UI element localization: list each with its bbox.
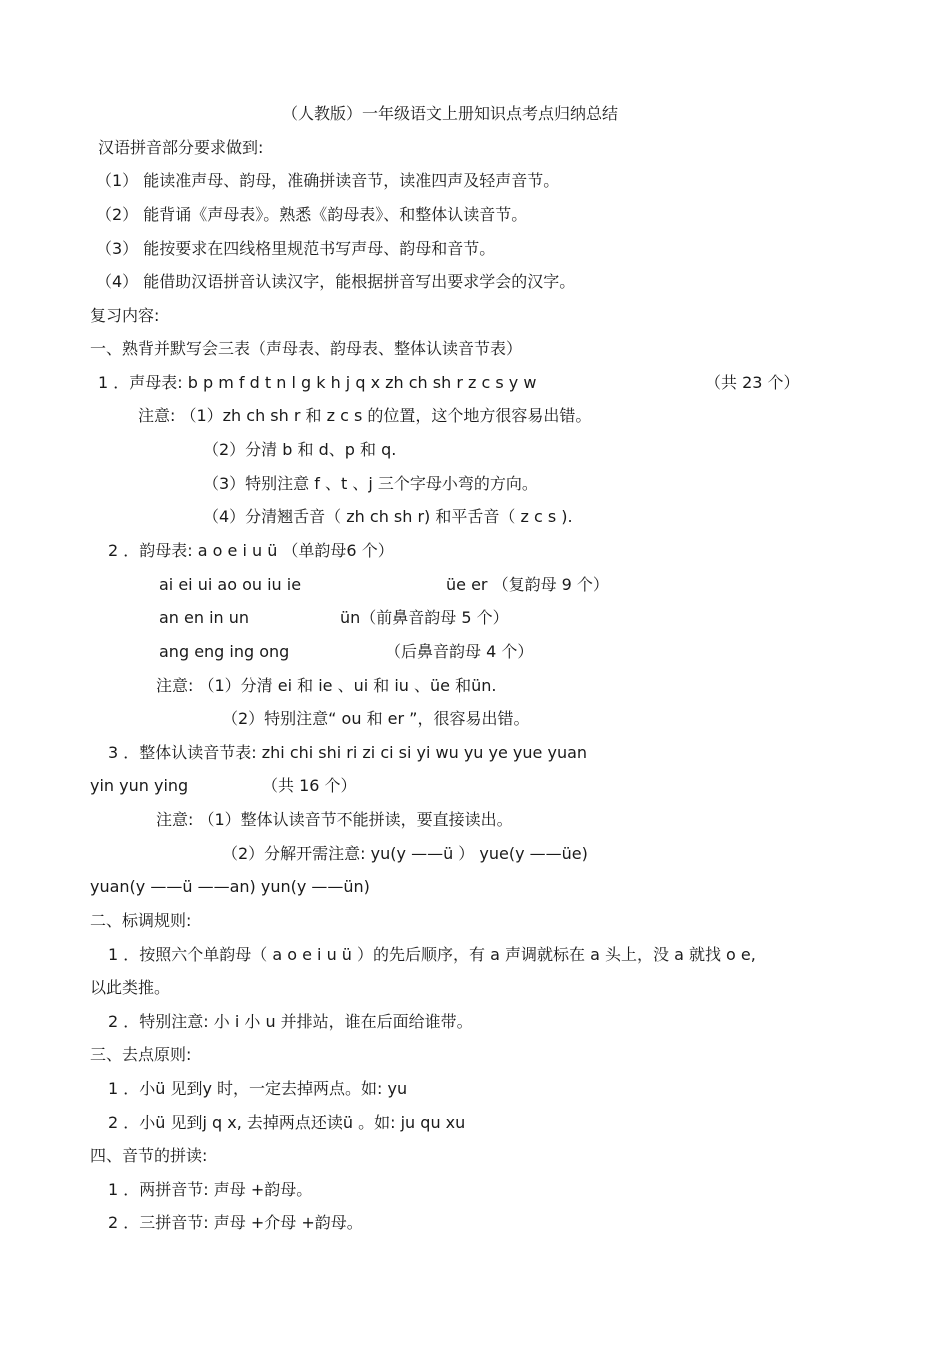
initials-note-1: 注意: （1）zh ch sh r 和 z c s 的位置，这个地方很容易出错。 xyxy=(138,406,592,425)
compound-finals: ai ei ui ao ou iu ie xyxy=(159,575,302,594)
spelling-rule-2: 2 ．三拼音节: 声母 +介母 +韵母。 xyxy=(108,1213,363,1232)
finals-note-1: 注意: （1）分清 ei 和 ie 、ui 和 iu 、üe 和ün. xyxy=(156,676,497,695)
back-nasal-finals: ang eng ing ong xyxy=(159,642,290,661)
initials-count: （共 23 个） xyxy=(705,373,800,392)
requirement-2: （2） 能背诵《声母表》。熟悉《韵母表》、和整体认读音节。 xyxy=(96,205,528,224)
finals-table-line: 2 ．韵母表: a o e i u ü （单韵母6 个） xyxy=(108,541,394,560)
initials-note-2: （2）分清 b 和 d、p 和 q. xyxy=(203,440,397,459)
spelling-rule-1: 1 ．两拼音节: 声母 +韵母。 xyxy=(108,1180,313,1199)
dot-rule-1: 1 ．小ü 见到y 时，一定去掉两点。如: yu xyxy=(108,1079,408,1098)
whole-syllables-count: （共 16 个） xyxy=(262,776,357,795)
requirement-3: （3） 能按要求在四线格里规范书写声母、韵母和音节。 xyxy=(96,239,496,258)
review-content-heading: 复习内容: xyxy=(90,306,160,325)
whole-syllables-line: 3 ．整体认读音节表: zhi chi shi ri zi ci si yi wu yu ye yue yuan xyxy=(108,743,588,762)
front-nasal-finals: an en in un xyxy=(159,608,250,627)
tone-rule-1-continued: 以此类推。 xyxy=(90,978,171,997)
section-two-heading: 二、标调规则: xyxy=(90,911,192,930)
tone-rule-1: 1 ．按照六个单韵母（ a o e i u ü ）的先后顺序，有 a 声调就标在 a 头上，没 a 就找 o e, xyxy=(108,945,756,964)
whole-syllables-note-2-continued: yuan(y ——ü ——an) yun(y ——ün) xyxy=(90,877,370,896)
document-title: （人教版）一年级语文上册知识点考点归纳总结 xyxy=(282,104,619,123)
initials-note-3: （3）特别注意 f 、t 、j 三个字母小弯的方向。 xyxy=(203,474,538,493)
tone-rule-2: 2 ．特别注意: 小 i 小 u 并排站，谁在后面给谁带。 xyxy=(108,1012,473,1031)
whole-syllables-continued: yin yun ying xyxy=(90,776,189,795)
section-three-heading: 三、去点原则: xyxy=(90,1045,192,1064)
back-nasal-finals-count: （后鼻音韵母 4 个） xyxy=(385,642,534,661)
pinyin-requirements-heading: 汉语拼音部分要求做到: xyxy=(98,138,264,157)
requirement-4: （4） 能借助汉语拼音认读汉字，能根据拼音写出要求学会的汉字。 xyxy=(96,272,576,291)
dot-rule-2: 2 ．小ü 见到j q x, 去掉两点还读ü 。如: ju qu xu xyxy=(108,1113,466,1132)
initials-note-4: （4）分清翘舌音（ zh ch sh r) 和平舌音（ z c s ). xyxy=(203,507,573,526)
front-nasal-finals-count: ün（前鼻音韵母 5 个） xyxy=(340,608,509,627)
compound-finals-count: üe er （复韵母 9 个） xyxy=(446,575,609,594)
requirement-1: （1） 能读准声母、韵母，准确拼读音节，读准四声及轻声音节。 xyxy=(96,171,560,190)
initials-table-line: 1 ．声母表: b p m f d t n l g k h j q x zh ch sh r z c s y w xyxy=(98,373,537,392)
whole-syllables-note-1: 注意: （1）整体认读音节不能拼读，要直接读出。 xyxy=(156,810,513,829)
whole-syllables-note-2: （2）分解开需注意: yu(y ——ü ） yue(y ——üe) xyxy=(222,844,588,863)
section-four-heading: 四、音节的拼读: xyxy=(90,1146,208,1165)
finals-note-2: （2）特别注意“ ou 和 er ”，很容易出错。 xyxy=(222,709,530,728)
section-one-heading: 一、熟背并默写会三表（声母表、韵母表、整体认读音节表） xyxy=(90,339,523,358)
